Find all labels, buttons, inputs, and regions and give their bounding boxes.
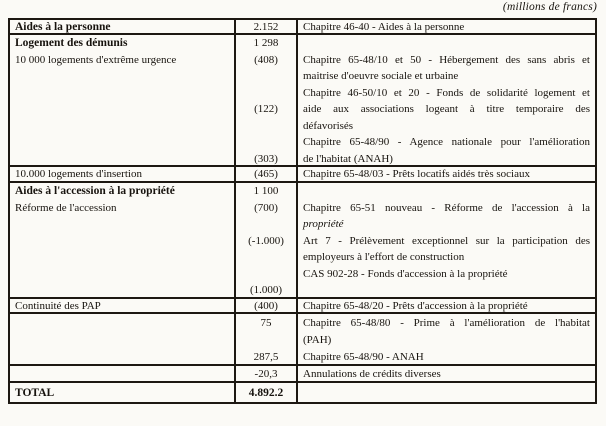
table-row-logement-demunis [10, 35, 595, 167]
row-label [10, 183, 236, 297]
text-line: Chapitre 65-48/10 et 50 - Hébergement des sans abris et [303, 53, 590, 66]
row-label [10, 35, 236, 165]
text-line: (408) [254, 53, 278, 66]
row-amount [236, 35, 298, 165]
table-row-annulations [10, 366, 595, 383]
table-row-aides-accession [10, 183, 595, 299]
text-line: aide aux associations logeant à titre temporaire des [303, 103, 590, 115]
row-amount: 4.892.2 [236, 383, 298, 402]
text-line [236, 134, 296, 151]
text-line: défavorisés [303, 119, 354, 132]
row-label: 10.000 logements d'insertion [10, 167, 236, 181]
row-label [10, 366, 236, 381]
text-line: Logement des démunis [15, 37, 128, 49]
text-line: Chapitre 65-48/90 - Agence nationale pour l'amélioration [303, 136, 590, 148]
text-line: 1 298 [253, 37, 279, 49]
text-line [236, 249, 296, 266]
text-line: 10 000 logements d'extrême urgence [15, 53, 177, 66]
text-line: de l'habitat (ANAH) [303, 152, 393, 165]
text-line: Réforme de l'accession [15, 201, 117, 214]
row-chapter [298, 314, 595, 364]
table-row-total [10, 383, 595, 402]
row-chapter: Chapitre 65-48/03 - Prêts locatifs aidés très sociaux [303, 168, 530, 180]
text-line [303, 183, 590, 200]
text-line [236, 85, 296, 102]
text-line: Chapitre 65-48/80 - Prime à l'amélioration de l'habitat [303, 317, 590, 329]
text-line: propriété [303, 218, 344, 230]
row-chapter [298, 35, 595, 165]
row-label: Aides à la personne [10, 20, 236, 33]
text-line: 75 [260, 317, 272, 329]
row-chapter [298, 383, 595, 402]
budget-table [8, 18, 597, 404]
text-line: 287,5 [253, 351, 279, 363]
row-amount: (400) [236, 299, 298, 312]
table-row-continuite-pap [10, 299, 595, 314]
row-amount [236, 314, 298, 364]
row-amount: (465) [236, 167, 298, 181]
text-line [303, 35, 590, 52]
text-line: Chapitre 65-51 nouveau - Réforme de l'accession à la [303, 201, 590, 214]
text-line: (1.000) [249, 284, 283, 296]
text-line [236, 332, 296, 349]
row-chapter [298, 183, 595, 297]
text-line: (122) [254, 103, 278, 115]
text-line: (303) [254, 152, 278, 165]
text-line [303, 282, 590, 297]
text-line [236, 118, 296, 135]
text-line: maitrise d'oeuvre sociale et urbaine [303, 70, 459, 82]
row-label: Continuité des PAP [10, 299, 236, 312]
text-line: (PAH) [303, 334, 332, 346]
text-line [236, 216, 296, 233]
table-row-aides-personne [10, 20, 595, 35]
text-line: (700) [254, 201, 278, 214]
text-line [236, 266, 296, 283]
row-chapter: Chapitre 65-48/20 - Prêts d'accession à la propriété [303, 299, 528, 312]
text-line: Art 7 - Prélèvement exceptionnel sur la participation des [303, 234, 590, 247]
row-chapter: Chapitre 46-40 - Aides à la personne [303, 20, 465, 33]
text-line: (-1.000) [248, 234, 284, 247]
text-line [236, 68, 296, 85]
text-line: employeurs à l'effort de construction [303, 251, 465, 263]
text-line: 1 100 [253, 185, 279, 197]
text-line: Chapitre 65-48/90 - ANAH [303, 351, 424, 363]
text-line: Aides à l'accession à la propriété [15, 185, 175, 197]
table-row-logements-insertion [10, 167, 595, 183]
row-label: TOTAL [10, 383, 236, 402]
table-row-pah-anah [10, 314, 595, 366]
row-amount [236, 183, 298, 297]
text-line: Chapitre 46-50/10 et 20 - Fonds de solidarité logement et [303, 86, 590, 99]
unit-note: (millions de francs) [502, 1, 597, 13]
row-chapter: Annulations de crédits diverses [303, 367, 441, 380]
row-amount: 2.152 [236, 20, 298, 33]
row-label [10, 314, 236, 364]
text-line: CAS 902-28 - Fonds d'accession à la propriété [303, 267, 508, 280]
row-amount: -20,3 [236, 366, 298, 381]
